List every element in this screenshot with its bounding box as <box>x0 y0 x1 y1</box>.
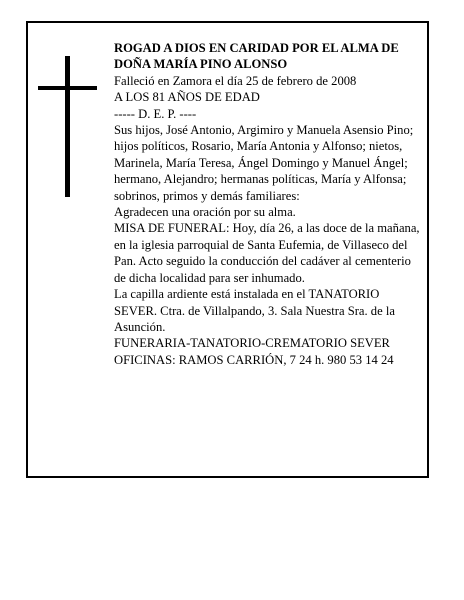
rip-line: ----- D. E. P. ---- <box>114 106 197 121</box>
offices-info: OFICINAS: RAMOS CARRIÓN, 7 24 h. 980 53 14 24 <box>114 352 394 367</box>
family-list: Sus hijos, José Antonio, Argimiro y Manuela Asensio Pino; hijos políticos, Rosario, María Antonia y Alfonso; nietos, Marinela, María Teresa, Ángel Domingo y Manuel Ángel; hermano, Alejandro; hermanas políticas, María y Alfonsa; sobrinos, primos y demás familiares: <box>114 123 414 203</box>
cross-icon-vertical-bar <box>65 56 70 197</box>
cross-icon-horizontal-bar <box>38 86 97 90</box>
age-line: A LOS 81 AÑOS DE EDAD <box>114 90 260 105</box>
funeral-mass-info: MISA DE FUNERAL: Hoy, día 26, a las doce de la mañana, en la iglesia parroquial de Santa Eufemia, de Villaseco del Pan. Acto seguido la conducción del cadáver al cementerio de dicha localidad para ser inhumado. <box>114 221 420 285</box>
chapel-info: La capilla ardiente está instalada en el TANATORIO SEVER. Ctra. de Villalpando, 3. Sala Nuestra Sra. de la Asunción. <box>114 287 395 334</box>
deceased-name: DOÑA MARÍA PINO ALONSO <box>114 57 288 72</box>
death-info: Falleció en Zamora el día 25 de febrero de 2008 <box>114 73 357 88</box>
notice-header: ROGAD A DIOS EN CARIDAD POR EL ALMA DE <box>114 41 399 55</box>
thanks-line: Agradecen una oración por su alma. <box>114 205 296 220</box>
funeral-home-name: FUNERARIA-TANATORIO-CREMATORIO SEVER <box>114 336 390 351</box>
obituary-text <box>114 40 420 368</box>
